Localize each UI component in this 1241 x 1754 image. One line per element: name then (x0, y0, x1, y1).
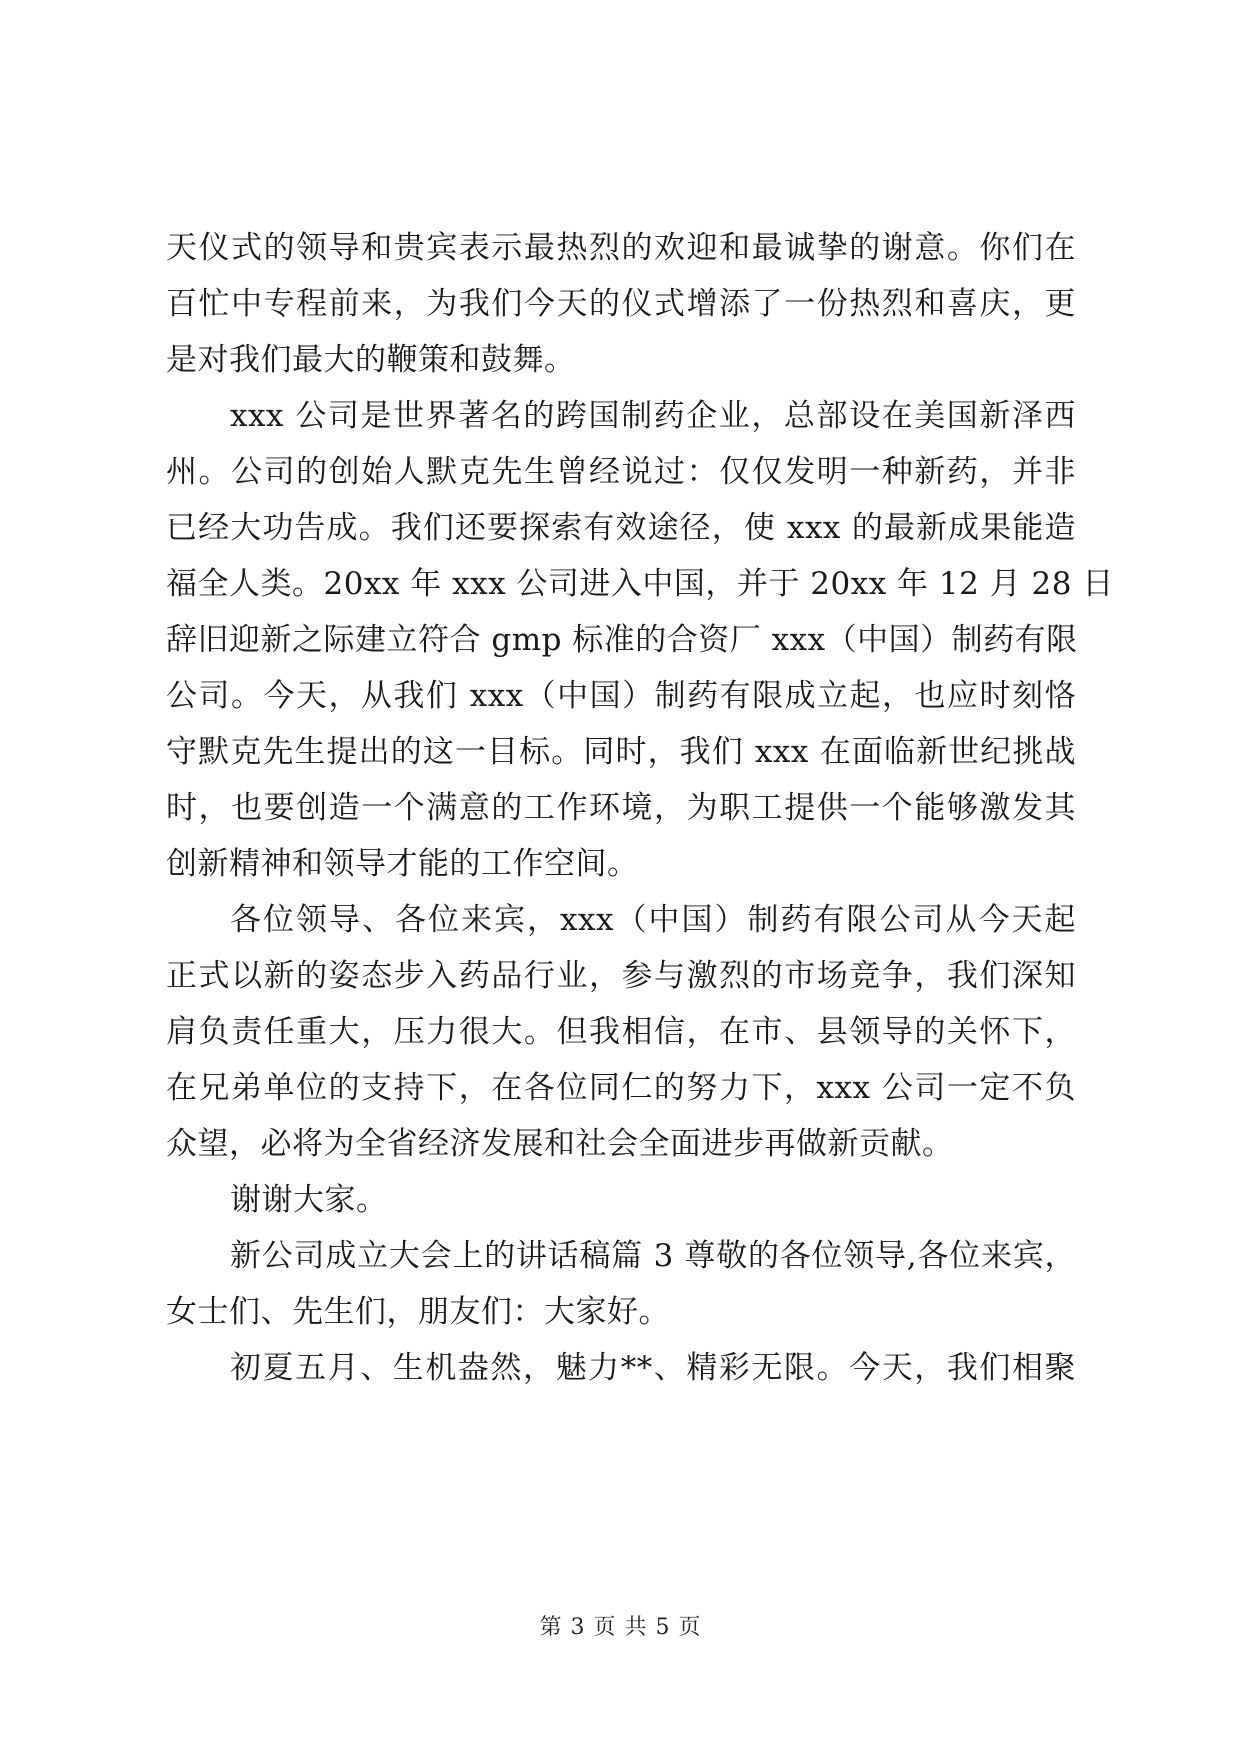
text-line: 辞旧迎新之际建立符合 gmp 标准的合资厂 xxx（中国）制药有限 (166, 622, 1078, 658)
paragraph-first-line: 各位领导、各位来宾，xxx（中国）制药有限公司从今天起 (230, 902, 1076, 938)
text-line: 众望，必将为全省经济发展和社会全面进步再做新贡献。 (166, 1126, 954, 1162)
paragraph-first-line: 初夏五月、生机盎然，魅力**、精彩无限。今天，我们相聚 (230, 1350, 1076, 1386)
text-line: 公司。今天，从我们 xxx（中国）制药有限成立起，也应时刻恪 (166, 678, 1076, 714)
page-number-footer: 第 3 页 共 5 页 (539, 1615, 702, 1640)
text-line: 是对我们最大的鞭策和鼓舞。 (166, 342, 576, 378)
text-line: 守默克先生提出的这一目标。同时，我们 xxx 在面临新世纪挑战 (166, 734, 1076, 770)
text-line: 已经大功告成。我们还要探索有效途径，使 xxx 的最新成果能造 (166, 510, 1076, 546)
text-line: 在兄弟单位的支持下，在各位同仁的努力下，xxx 公司一定不负 (166, 1070, 1076, 1106)
text-line: 福全人类。20xx 年 xxx 公司进入中国，并于 20xx 年 12 月 28 日 (166, 566, 1114, 602)
text-line: 州。公司的创始人默克先生曾经说过：仅仅发明一种新药，并非 (166, 454, 1076, 490)
paragraph-first-line: xxx 公司是世界著名的跨国制药企业，总部设在美国新泽西 (230, 398, 1076, 434)
text-line: 女士们、先生们，朋友们：大家好。 (166, 1294, 670, 1330)
text-line: 正式以新的姿态步入药品行业，参与激烈的市场竞争，我们深知 (166, 958, 1076, 994)
text-line: 肩负责任重大，压力很大。但我相信，在市、县领导的关怀下， (166, 1014, 1076, 1050)
text-line: 时，也要创造一个满意的工作环境，为职工提供一个能够激发其 (166, 790, 1076, 826)
paragraph-first-line: 谢谢大家。 (230, 1182, 388, 1218)
text-line: 天仪式的领导和贵宾表示最热烈的欢迎和最诚挚的谢意。你们在 (166, 230, 1076, 266)
paragraph-first-line: 新公司成立大会上的讲话稿篇 3 尊敬的各位领导,各位来宾， (230, 1238, 1076, 1274)
text-line: 创新精神和领导才能的工作空间。 (166, 846, 639, 882)
text-line: 百忙中专程前来，为我们今天的仪式增添了一份热烈和喜庆，更 (166, 286, 1076, 322)
